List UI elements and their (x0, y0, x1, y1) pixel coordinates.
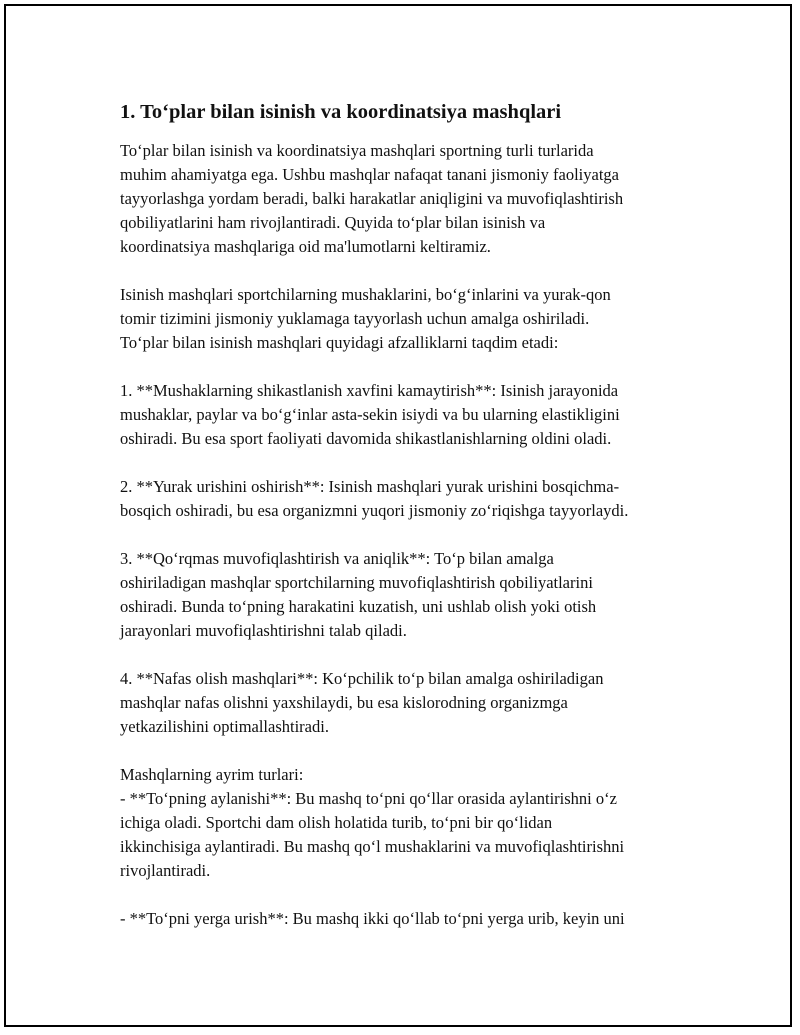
document-body (120, 98, 700, 955)
paragraph-warmup (120, 283, 700, 355)
paragraph-exercise-types (120, 763, 700, 883)
text-line: - **To‘pning aylanishi**: Bu mashq to‘pni qo‘llar orasida aylantirishni o‘z (120, 789, 617, 808)
list-item-2 (120, 475, 700, 523)
text-line: jarayonlari muvofiqlashtirishni talab qiladi. (120, 621, 407, 640)
paragraph-ball-bounce (120, 907, 700, 931)
text-line: To‘plar bilan isinish va koordinatsiya mashqlari sportning turli turlarida (120, 141, 594, 160)
section-heading: 1. To‘plar bilan isinish va koordinatsiya mashqlari (120, 101, 562, 123)
text-line: - **To‘pni yerga urish**: Bu mashq ikki qo‘llab to‘pni yerga urib, keyin uni (120, 909, 625, 928)
list-item-3 (120, 547, 700, 643)
text-line: 4. **Nafas olish mashqlari**: Ko‘pchilik to‘p bilan amalga oshiriladigan (120, 669, 604, 688)
text-line: tayyorlashga yordam beradi, balki harakatlar aniqligini va muvofiqlashtirish (120, 189, 624, 208)
text-line: yetkazilishini optimallashtiradi. (120, 717, 329, 736)
text-line: oshiradi. Bu esa sport faoliyati davomida shikastlanishlarning oldini oladi. (120, 429, 612, 448)
list-item-1 (120, 379, 700, 451)
text-line: qobiliyatlarini ham rivojlantiradi. Quyida to‘plar bilan isinish va (120, 213, 546, 232)
text-line: mashqlar nafas olishni yaxshilaydi, bu esa kislorodning organizmga (120, 693, 568, 712)
list-item-4 (120, 667, 700, 739)
text-line: To‘plar bilan isinish mashqlari quyidagi afzalliklarni taqdim etadi: (120, 333, 559, 352)
text-line: oshiriladigan mashqlar sportchilarning muvofiqlashtirish qobiliyatlarini (120, 573, 593, 592)
text-line: Isinish mashqlari sportchilarning mushaklarini, bo‘g‘inlarini va yurak-qon (120, 285, 611, 304)
paragraph-intro (120, 139, 700, 259)
document-page (4, 4, 792, 1027)
text-line: oshiradi. Bunda to‘pning harakatini kuzatish, uni ushlab olish yoki otish (120, 597, 597, 616)
text-line: bosqich oshiradi, bu esa organizmni yuqori jismoniy zo‘riqishga tayyorlaydi. (120, 501, 629, 520)
text-line: ichiga oladi. Sportchi dam olish holatida turib, to‘pni bir qo‘lidan (120, 813, 553, 832)
text-line: ikkinchisiga aylantiradi. Bu mashq qo‘l mushaklarini va muvofiqlashtirishni (120, 837, 625, 856)
text-line: koordinatsiya mashqlariga oid ma'lumotlarni keltiramiz. (120, 237, 491, 256)
text-line: 1. **Mushaklarning shikastlanish xavfini kamaytirish**: Isinish jarayonida (120, 381, 619, 400)
text-line: mushaklar, paylar va bo‘g‘inlar asta-sekin isiydi va bu ularning elastikligini (120, 405, 620, 424)
text-line: 3. **Qo‘rqmas muvofiqlashtirish va aniqlik**: To‘p bilan amalga (120, 549, 554, 568)
text-line: muhim ahamiyatga ega. Ushbu mashqlar nafaqat tanani jismoniy faoliyatga (120, 165, 619, 184)
text-line: rivojlantiradi. (120, 861, 211, 880)
text-line: 2. **Yurak urishini oshirish**: Isinish mashqlari yurak urishini bosqichma- (120, 477, 620, 496)
text-line: Mashqlarning ayrim turlari: (120, 765, 304, 784)
text-line: tomir tizimini jismoniy yuklamaga tayyorlash uchun amalga oshiriladi. (120, 309, 590, 328)
